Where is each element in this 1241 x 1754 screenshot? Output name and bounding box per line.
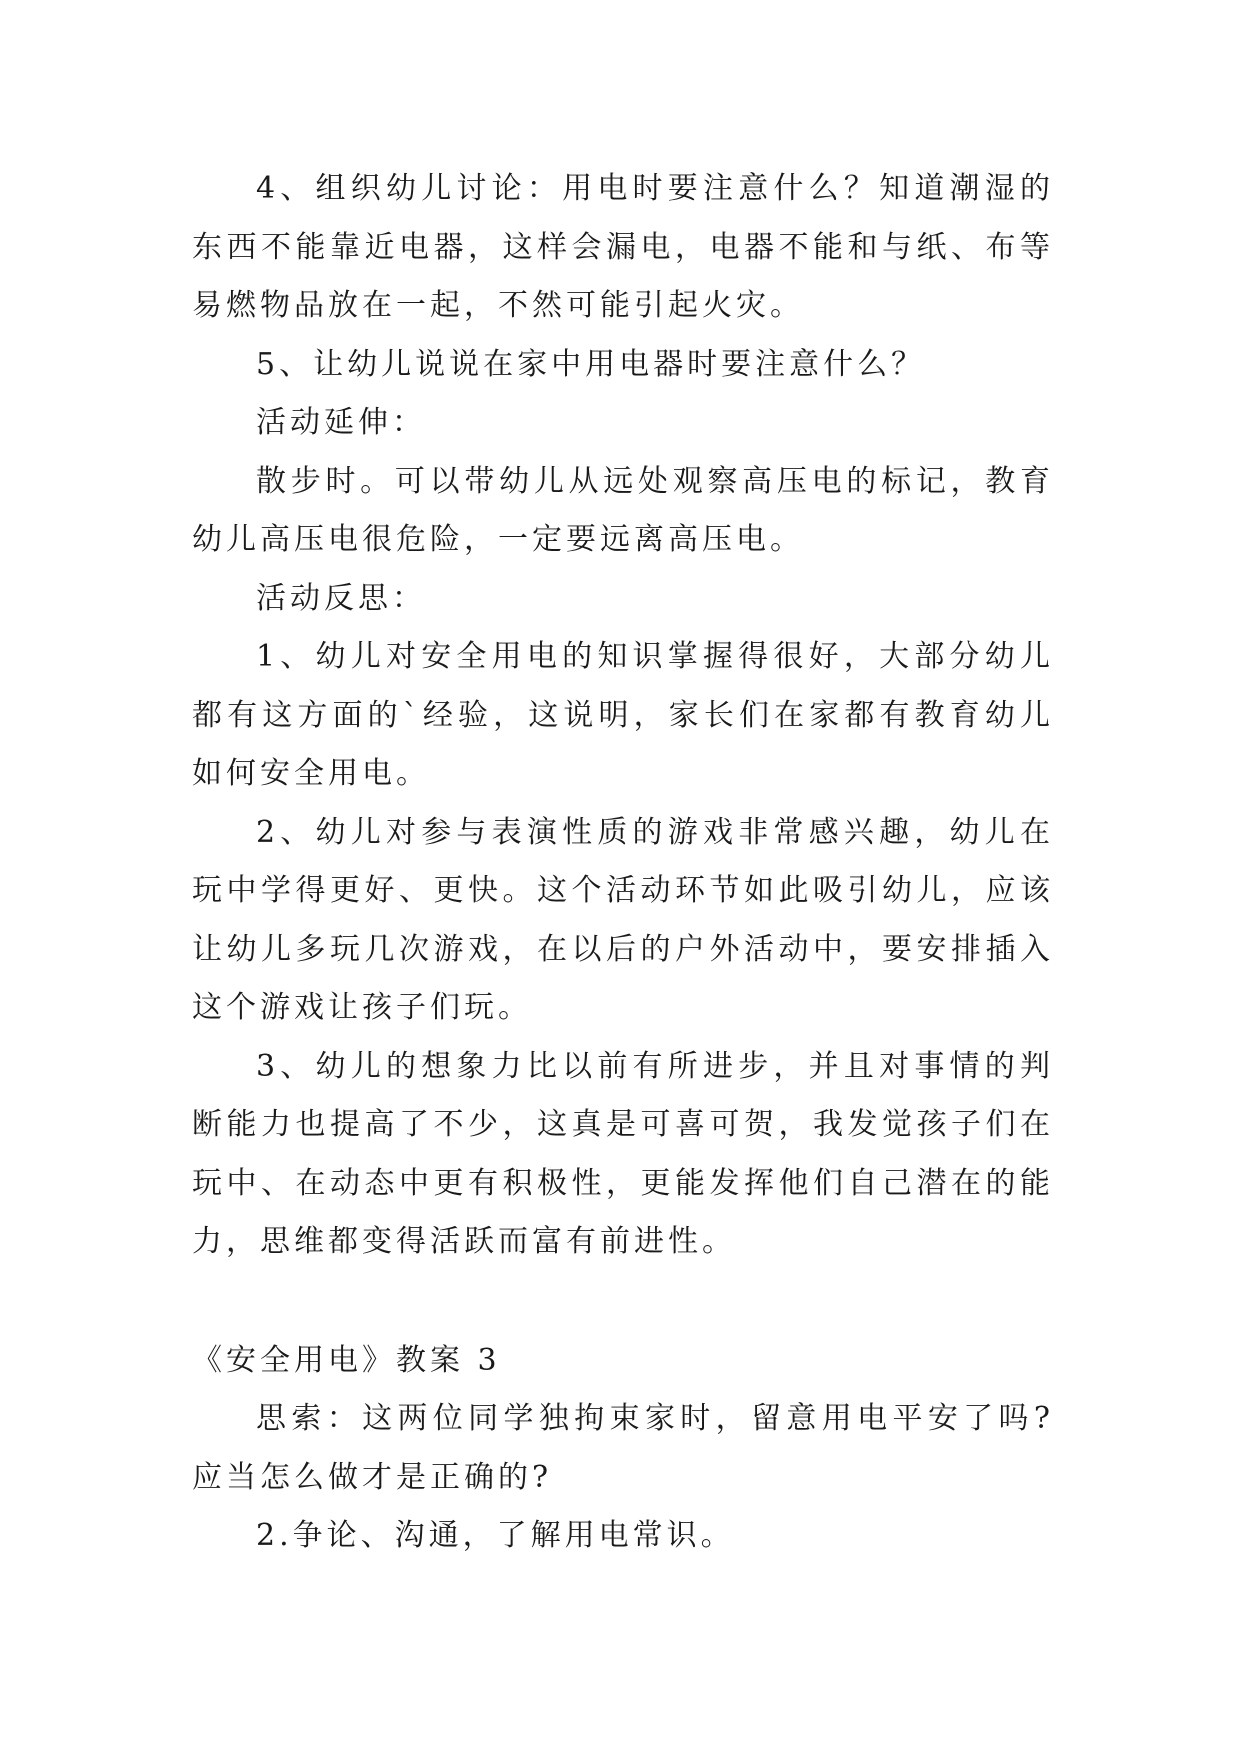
paragraph-discussion-step-4: 4、组织幼儿讨论：用电时要注意什么？知道潮湿的东西不能靠近电器，这样会漏电，电器不能和与纸、布等易燃物品放在一起，不然可能引起火灾。 [192, 171, 1054, 323]
paragraph-step-5: 5、让幼儿说说在家中用电器时要注意什么？ [256, 346, 926, 382]
paragraph-extension-heading: 活动延伸： [256, 405, 426, 440]
paragraph-reflection-heading: 活动反思： [256, 580, 426, 616]
paragraph-extension-body: 散步时。可以带幼儿从远处观察高压电的标记，教育幼儿高压电很危险，一定要远离高压电。 [192, 463, 1054, 557]
document-body [192, 160, 1054, 1566]
paragraph-reflection-1: 1、幼儿对安全用电的知识掌握得很好，大部分幼儿都有这方面的`经验，这说明，家长们在家都有教育幼儿如何安全用电。 [192, 639, 1054, 791]
section-title: 《安全用电》教案 3 [192, 1342, 501, 1378]
paragraph-discuss-step-2: 2.争论、沟通，了解用电常识。 [256, 1518, 735, 1553]
paragraph-think: 思索：这两位同学独拘束家时，留意用电平安了吗?应当怎么做才是正确的? [192, 1401, 1054, 1495]
paragraph-reflection-2: 2、幼儿对参与表演性质的游戏非常感兴趣，幼儿在玩中学得更好、更快。这个活动环节如此吸引幼儿，应该让幼儿多玩几次游戏，在以后的户外活动中，要安排插入这个游戏让孩子们玩。 [192, 814, 1054, 1025]
paragraph-reflection-3: 3、幼儿的想象力比以前有所进步，并且对事情的判断能力也提高了不少，这真是可喜可贺，我发觉孩子们在玩中、在动态中更有积极性，更能发挥他们自己潜在的能力，思维都变得活跃而富有前进性。 [192, 1048, 1054, 1259]
